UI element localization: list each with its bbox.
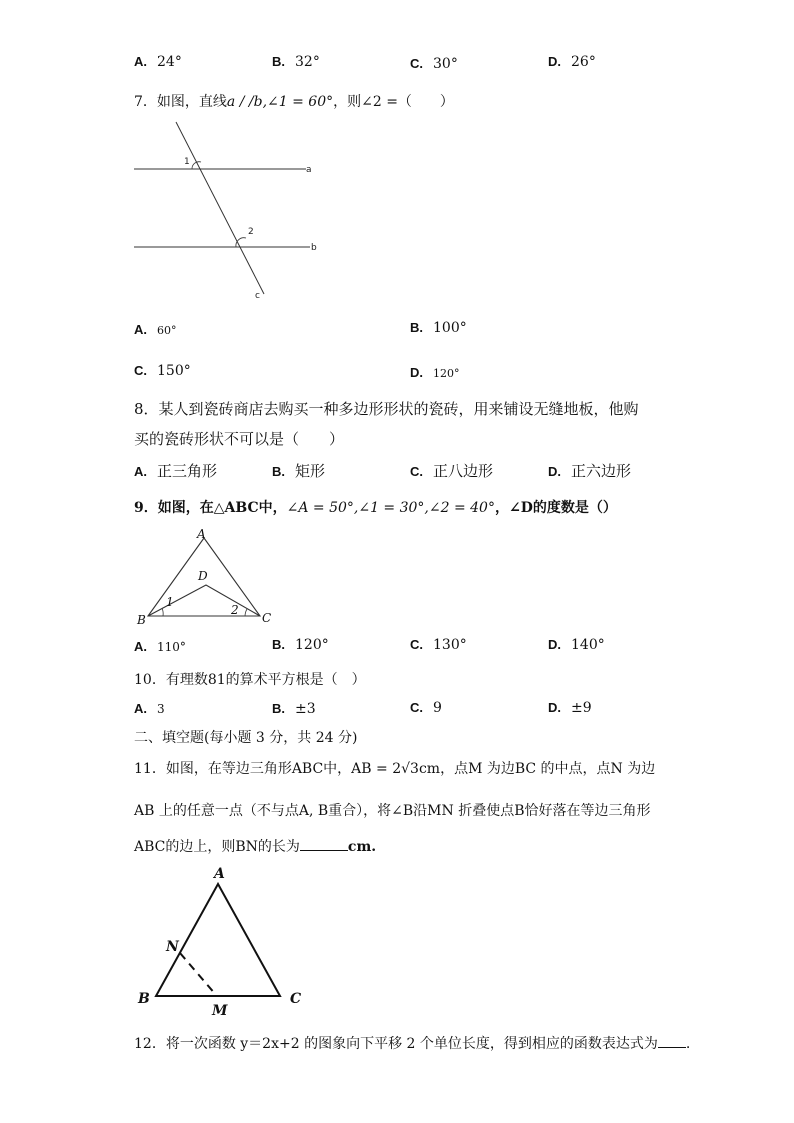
q8-line-1: 8．某人到瓷砖商店去购买一种多边形形状的瓷砖，用来铺设无缝地板，他购 (134, 400, 639, 418)
q8-option-b: B. 矩形 (272, 462, 326, 480)
q8-option-d: D. 正六边形 (548, 462, 632, 480)
label-2: 2 (231, 603, 239, 617)
q6-option-c: C. 30° (410, 56, 458, 72)
label-C: C (262, 611, 272, 625)
q10-option-b: B. ±3 (272, 701, 316, 717)
lines-bd-dc (148, 585, 260, 616)
angle-1-arc (162, 608, 163, 616)
q7-option-a: A. 60° (134, 322, 177, 337)
angle-2-arc (245, 609, 247, 616)
q10-option-d: D. ±9 (548, 700, 592, 716)
q11-line-2: AB 上的任意一点（不与点A, B重合），将∠B沿MN 折叠使点B恰好落在等边三角形 (134, 803, 651, 819)
answer-blank[interactable] (300, 850, 348, 851)
q7-figure (128, 118, 328, 303)
label-2: 2 (248, 227, 254, 237)
q7-stem: 7．如图，直线a / /b,∠1 = 60°，则∠2 =（ ） (134, 94, 454, 110)
q9-figure (134, 528, 284, 628)
q12-stem: 12．将一次函数 y＝2x+2 的图象向下平移 2 个单位长度，得到相应的函数表达式为 . (134, 1036, 691, 1052)
q9-option-c: C. 130° (410, 637, 467, 653)
q10-option-a: A. 3 (134, 701, 165, 716)
label-a: a (306, 165, 312, 175)
label-D: D (198, 569, 208, 583)
label-b: b (311, 243, 317, 253)
fold-line-mn (180, 953, 216, 995)
label-1: 1 (166, 595, 174, 609)
q9-stem: 9．如图，在△ABC中，∠A = 50°,∠1 = 30°,∠2 = 40°，∠D的度数是（） (134, 500, 617, 516)
q8-line-2: 买的瓷砖形状不可以是（ ） (134, 430, 345, 448)
q9-option-a: A. 110° (134, 639, 186, 654)
q11-line-1: 11．如图，在等边三角形ABC中，AB = 2√3cm，点M 为边BC 的中点，点N 为边 (134, 761, 656, 777)
q7-option-d: D. 120° (410, 365, 460, 380)
q6-option-a: A. 24° (134, 54, 182, 70)
q7-option-b: B. 100° (410, 320, 467, 336)
label-A: A (214, 866, 225, 882)
q9-option-d: D. 140° (548, 637, 605, 653)
label-B: B (138, 991, 150, 1007)
label-1: 1 (184, 157, 190, 167)
q6-option-b: B. 32° (272, 54, 320, 70)
label-A: A (197, 528, 206, 541)
label-C: C (290, 991, 302, 1007)
answer-blank[interactable] (658, 1047, 686, 1048)
q8-option-c: C. 正八边形 (410, 462, 494, 480)
q8-option-a: A. 正三角形 (134, 462, 218, 480)
q10-stem: 10．有理数81的算术平方根是（ ） (134, 672, 366, 688)
line-c (176, 122, 264, 294)
section-2-title: 二、填空题(每小题 3 分，共 24 分) (134, 730, 358, 746)
q11-figure (134, 862, 314, 1022)
label-M: M (212, 1003, 228, 1019)
label-B: B (137, 613, 146, 627)
q9-option-b: B. 120° (272, 637, 329, 653)
label-c: c (255, 291, 260, 301)
q10-option-c: C. 9 (410, 700, 442, 716)
q6-option-d: D. 26° (548, 54, 596, 70)
q7-option-c: C. 150° (134, 363, 191, 379)
q11-line-3: ABC的边上，则BN的长为 cm. (134, 839, 377, 855)
label-N: N (166, 939, 179, 955)
